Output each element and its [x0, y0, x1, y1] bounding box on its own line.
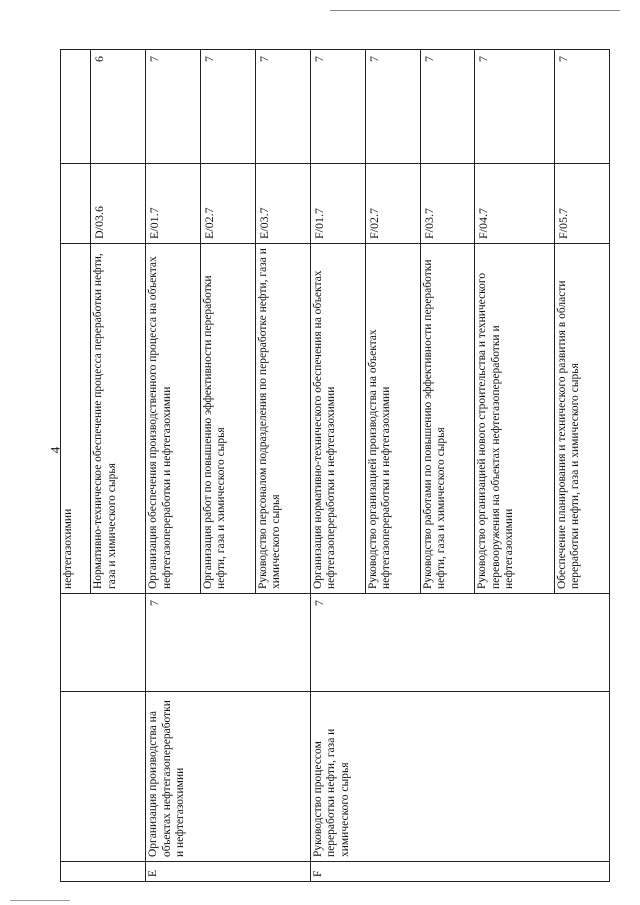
function-code: E/02.7	[200, 164, 255, 244]
function-level: 7	[255, 50, 310, 164]
rotated-table-container	[60, 50, 610, 882]
function-name: Руководство организацией производства на объектах нефтегазопереработки и нефтегазохимии	[365, 244, 420, 594]
function-level: 6	[91, 50, 146, 164]
group-code: F	[310, 862, 609, 882]
function-level: 7	[420, 50, 475, 164]
function-code: F/05.7	[555, 164, 610, 244]
page-number: 4	[47, 446, 63, 454]
function-name: Руководство работами по повышению эффективности переработки нефти, газа и химического сырья	[420, 244, 475, 594]
empty-cell	[61, 594, 146, 692]
continuation-title: нефтегазохимии	[61, 244, 91, 594]
function-code: D/03.6	[91, 164, 146, 244]
function-name: Организация нормативно-технического обеспечения на объектах нефтегазопереработки и нефтегазохимии	[310, 244, 365, 594]
group-level: 7	[146, 594, 311, 692]
table-row	[61, 50, 91, 882]
empty-cell	[61, 50, 91, 164]
function-level: 7	[200, 50, 255, 164]
empty-cell	[61, 164, 91, 244]
group-name: Руководство процессом переработки нефти, газа и химического сырья	[310, 692, 609, 862]
scan-edge-line	[330, 10, 620, 11]
table-row	[146, 50, 201, 882]
function-level: 7	[555, 50, 610, 164]
function-code: F/04.7	[475, 164, 555, 244]
empty-cell	[61, 692, 146, 862]
group-name: Организация производства на объектах нефтегазопереработки и нефтегазохимии	[146, 692, 311, 862]
function-name: Руководство персоналом подразделения по переработке нефти, газа и химического сырья	[255, 244, 310, 594]
group-code: E	[146, 862, 311, 882]
function-code: E/01.7	[146, 164, 201, 244]
function-code: F/02.7	[365, 164, 420, 244]
function-code: F/03.7	[420, 164, 475, 244]
function-name: Руководство организацией нового строительства и технического перевооружения на объектах нефтегазопереработки и нефтегазохимии	[475, 244, 555, 594]
function-code: F/01.7	[310, 164, 365, 244]
function-name: Организация обеспечения производственного процесса на объектах нефтегазопереработки и нефтегазохимии	[146, 244, 201, 594]
scan-edge-line-bottom	[10, 900, 70, 901]
function-code: E/03.7	[255, 164, 310, 244]
function-name: Обеспечение планирования и технического развития в области переработки нефти, газа и химического сырья	[555, 244, 610, 594]
empty-cell	[61, 862, 146, 882]
function-level: 7	[146, 50, 201, 164]
group-level: 7	[310, 594, 609, 692]
function-name: Организация работ по повышению эффективности переработки нефти, газа и химического сырья	[200, 244, 255, 594]
function-name: Нормативно-техническое обеспечение процесса переработки нефти, газа и химического сырья	[91, 244, 146, 594]
table-body	[61, 50, 610, 882]
function-level: 7	[310, 50, 365, 164]
table-row	[310, 50, 365, 882]
functions-table	[60, 49, 610, 882]
function-level: 7	[475, 50, 555, 164]
function-level: 7	[365, 50, 420, 164]
